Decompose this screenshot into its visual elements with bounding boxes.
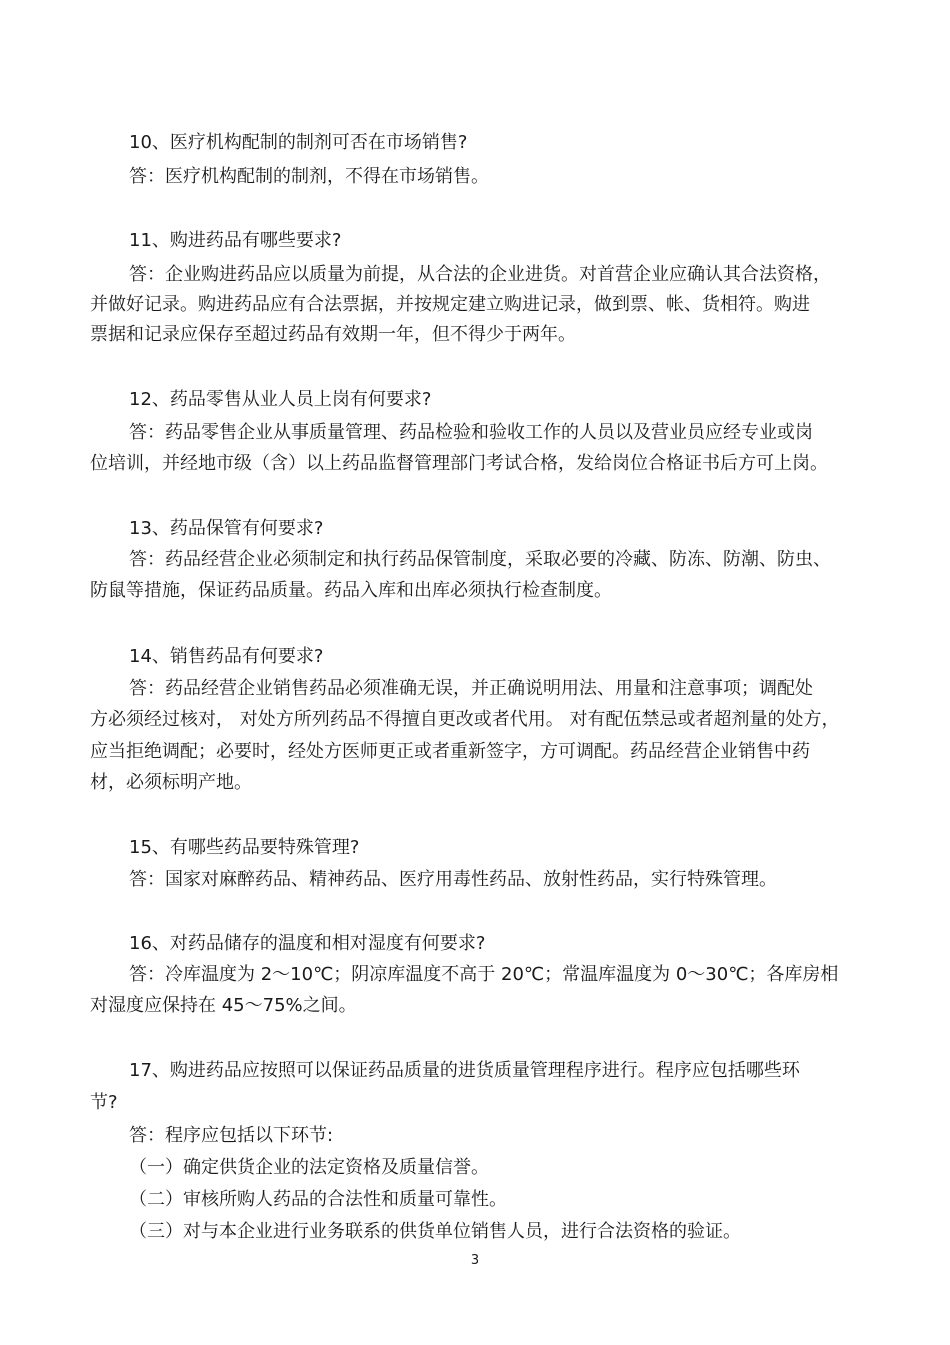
answer-10: 答：医疗机构配制的制剂，不得在市场销售。 — [129, 166, 489, 187]
answer-14-line-4: 材，必须标明产地。 — [90, 772, 252, 793]
answer-17: 答：程序应包括以下环节: — [129, 1125, 334, 1146]
answer-14-line-2: 方必须经过核对， 对处方所列药品不得擅自更改或者代用。 对有配伍禁忌或者超剂量的处方， — [90, 709, 840, 730]
answer-12-line-1: 答：药品零售企业从事质量管理、药品检验和验收工作的人员以及营业员应经专业或岗 — [129, 422, 813, 443]
question-15: 15、有哪些药品要特殊管理? — [129, 837, 360, 858]
answer-17-item-2: （二）审核所购人药品的合法性和质量可靠性。 — [129, 1189, 507, 1210]
answer-13-line-2: 防鼠等措施，保证药品质量。药品入库和出库必须执行检查制度。 — [90, 580, 612, 601]
answer-16-line-1: 答：冷库温度为 2～10℃；阴凉库温度不高于 20℃；常温库温度为 0～30℃；各库房相 — [129, 964, 839, 985]
answer-11-line-1: 答：企业购进药品应以质量为前提，从合法的企业进货。对首营企业应确认其合法资格， — [129, 264, 831, 285]
question-11: 11、购进药品有哪些要求? — [129, 230, 342, 251]
question-10: 10、医疗机构配制的制剂可否在市场销售? — [129, 132, 468, 153]
question-14: 14、销售药品有何要求? — [129, 646, 324, 667]
answer-13-line-1: 答：药品经营企业必须制定和执行药品保管制度，采取必要的冷藏、防冻、防潮、防虫、 — [129, 549, 831, 570]
answer-11-line-2: 并做好记录。购进药品应有合法票据，并按规定建立购进记录，做到票、帐、货相符。购进 — [90, 294, 810, 315]
question-16: 16、对药品储存的温度和相对湿度有何要求? — [129, 933, 486, 954]
answer-12-line-2: 位培训，并经地市级（含）以上药品监督管理部门考试合格，发给岗位合格证书后方可上岗。 — [90, 453, 828, 474]
question-12: 12、药品零售从业人员上岗有何要求? — [129, 389, 432, 410]
question-13: 13、药品保管有何要求? — [129, 518, 324, 539]
page-number: 3 — [470, 1253, 480, 1268]
question-17-line-2: 节? — [90, 1092, 118, 1113]
answer-17-item-1: （一）确定供货企业的法定资格及质量信誉。 — [129, 1157, 489, 1178]
answer-15: 答：国家对麻醉药品、精神药品、医疗用毒性药品、放射性药品，实行特殊管理。 — [129, 869, 777, 890]
question-17-line-1: 17、购进药品应按照可以保证药品质量的进货质量管理程序进行。程序应包括哪些环 — [129, 1060, 800, 1081]
answer-14-line-1: 答：药品经营企业销售药品必须准确无误，并正确说明用法、用量和注意事项；调配处 — [129, 678, 813, 699]
answer-11-line-3: 票据和记录应保存至超过药品有效期一年，但不得少于两年。 — [90, 324, 576, 345]
answer-14-line-3: 应当拒绝调配；必要时，经处方医师更正或者重新签字，方可调配。药品经营企业销售中药 — [90, 741, 810, 762]
answer-17-item-3: （三）对与本企业进行业务联系的供货单位销售人员，进行合法资格的验证。 — [129, 1221, 741, 1242]
answer-16-line-2: 对湿度应保持在 45～75%之间。 — [90, 995, 357, 1016]
